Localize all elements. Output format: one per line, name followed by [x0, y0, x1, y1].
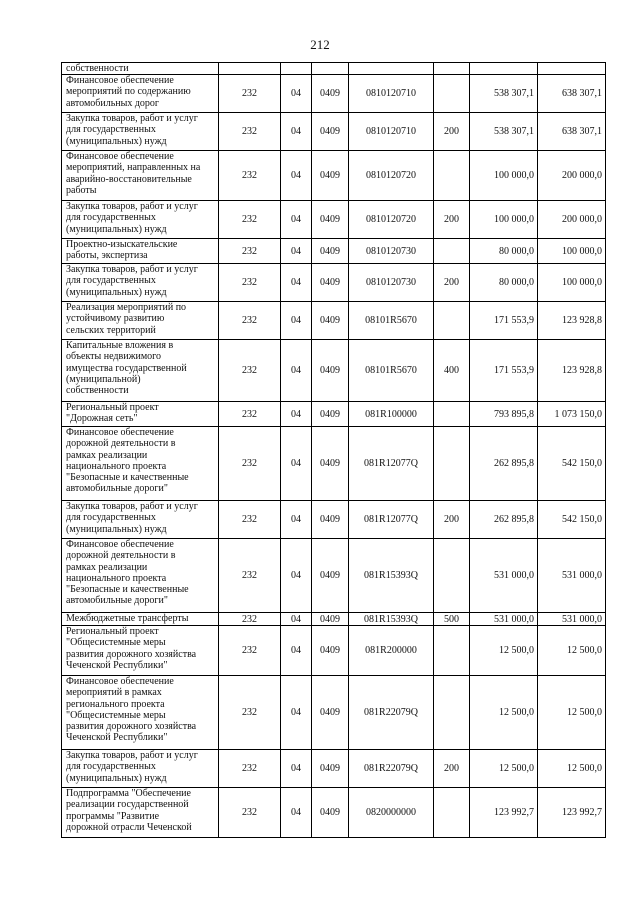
- row-name: Закупка товаров, работ и услуг для государственных (муниципальных) нужд: [62, 750, 219, 788]
- cell-sum-year-2: 531 000,0: [538, 539, 606, 613]
- cell-target-article: 08101R5670: [349, 302, 434, 340]
- cell-expense-type: 200: [434, 264, 470, 302]
- cell-section: 04: [281, 264, 312, 302]
- cell-grbs: 232: [219, 501, 281, 539]
- table-row: [62, 75, 606, 113]
- cell-subsection: 0409: [312, 788, 349, 838]
- row-name: Региональный проект "Дорожная сеть": [62, 402, 219, 427]
- cell-grbs: 232: [219, 539, 281, 613]
- cell-grbs: 232: [219, 613, 281, 626]
- cell-expense-type: [434, 427, 470, 501]
- cell-subsection: 0409: [312, 302, 349, 340]
- row-name: Финансовое обеспечение мероприятий по содержанию автомобильных дорог: [62, 75, 219, 113]
- table-row: [62, 501, 606, 539]
- cell-expense-type: [434, 63, 470, 75]
- cell-expense-type: 500: [434, 613, 470, 626]
- cell-subsection: 0409: [312, 340, 349, 402]
- cell-target-article: 081R200000: [349, 626, 434, 676]
- cell-expense-type: [434, 539, 470, 613]
- cell-section: 04: [281, 151, 312, 201]
- cell-subsection: 0409: [312, 626, 349, 676]
- cell-sum-year-1: 793 895,8: [470, 402, 538, 427]
- cell-target-article: 081R15393Q: [349, 539, 434, 613]
- table-row: [62, 340, 606, 402]
- cell-section: 04: [281, 402, 312, 427]
- table-row: [62, 539, 606, 613]
- cell-subsection: 0409: [312, 402, 349, 427]
- cell-sum-year-1: 12 500,0: [470, 626, 538, 676]
- cell-sum-year-1: 80 000,0: [470, 239, 538, 264]
- table-row: [62, 302, 606, 340]
- cell-sum-year-2: [538, 63, 606, 75]
- cell-sum-year-1: 100 000,0: [470, 151, 538, 201]
- cell-subsection: 0409: [312, 201, 349, 239]
- cell-sum-year-2: 542 150,0: [538, 501, 606, 539]
- cell-section: 04: [281, 626, 312, 676]
- row-name: Закупка товаров, работ и услуг для государственных (муниципальных) нужд: [62, 201, 219, 239]
- cell-sum-year-1: 12 500,0: [470, 676, 538, 750]
- cell-expense-type: [434, 402, 470, 427]
- cell-sum-year-2: 100 000,0: [538, 264, 606, 302]
- cell-section: 04: [281, 427, 312, 501]
- cell-section: 04: [281, 75, 312, 113]
- cell-sum-year-1: 100 000,0: [470, 201, 538, 239]
- cell-subsection: 0409: [312, 676, 349, 750]
- cell-target-article: [349, 63, 434, 75]
- table-row: [62, 427, 606, 501]
- row-name: Финансовое обеспечение мероприятий в рамках регионального проекта "Общесистемные меры развития дорожного хозяйства Чеченской Республики": [62, 676, 219, 750]
- cell-subsection: 0409: [312, 750, 349, 788]
- cell-sum-year-1: 538 307,1: [470, 113, 538, 151]
- row-name: Проектно-изыскательские работы, экспертиза: [62, 239, 219, 264]
- table-row: [62, 201, 606, 239]
- cell-expense-type: [434, 239, 470, 264]
- cell-subsection: [312, 63, 349, 75]
- cell-expense-type: 400: [434, 340, 470, 402]
- cell-target-article: 081R15393Q: [349, 613, 434, 626]
- cell-target-article: 0810120710: [349, 113, 434, 151]
- row-name: Подпрограмма "Обеспечение реализации государственной программы "Развитие дорожной отрасли Чеченской: [62, 788, 219, 838]
- cell-target-article: 0810120710: [349, 75, 434, 113]
- cell-subsection: 0409: [312, 501, 349, 539]
- table-row: [62, 613, 606, 626]
- cell-sum-year-1: 538 307,1: [470, 75, 538, 113]
- cell-target-article: 0810120720: [349, 151, 434, 201]
- page-number: 212: [310, 37, 330, 52]
- cell-subsection: 0409: [312, 151, 349, 201]
- row-name: Закупка товаров, работ и услуг для государственных (муниципальных) нужд: [62, 264, 219, 302]
- cell-target-article: 0810120720: [349, 201, 434, 239]
- row-name: собственности: [62, 63, 219, 75]
- cell-sum-year-1: 123 992,7: [470, 788, 538, 838]
- cell-sum-year-2: 200 000,0: [538, 151, 606, 201]
- cell-section: 04: [281, 613, 312, 626]
- cell-grbs: 232: [219, 239, 281, 264]
- cell-sum-year-1: 12 500,0: [470, 750, 538, 788]
- cell-sum-year-1: 171 553,9: [470, 302, 538, 340]
- cell-section: 04: [281, 239, 312, 264]
- cell-target-article: 081R12077Q: [349, 501, 434, 539]
- cell-section: 04: [281, 750, 312, 788]
- cell-sum-year-2: 638 307,1: [538, 75, 606, 113]
- cell-sum-year-1: 531 000,0: [470, 613, 538, 626]
- cell-sum-year-2: 12 500,0: [538, 750, 606, 788]
- cell-grbs: 232: [219, 340, 281, 402]
- cell-target-article: 081R12077Q: [349, 427, 434, 501]
- cell-sum-year-2: 123 992,7: [538, 788, 606, 838]
- row-name: Капитальные вложения в объекты недвижимого имущества государственной (муниципальной) собственности: [62, 340, 219, 402]
- cell-subsection: 0409: [312, 613, 349, 626]
- cell-target-article: 081R100000: [349, 402, 434, 427]
- table-row: [62, 626, 606, 676]
- row-name: Закупка товаров, работ и услуг для государственных (муниципальных) нужд: [62, 113, 219, 151]
- cell-section: 04: [281, 539, 312, 613]
- cell-expense-type: 200: [434, 113, 470, 151]
- table-row: [62, 402, 606, 427]
- cell-grbs: 232: [219, 75, 281, 113]
- cell-expense-type: [434, 626, 470, 676]
- cell-target-article: 0810120730: [349, 264, 434, 302]
- table-row: [62, 750, 606, 788]
- table-row: [62, 63, 606, 75]
- cell-expense-type: 200: [434, 201, 470, 239]
- cell-grbs: 232: [219, 788, 281, 838]
- cell-target-article: 08101R5670: [349, 340, 434, 402]
- table-row: [62, 239, 606, 264]
- row-name: Региональный проект "Общесистемные меры развития дорожного хозяйства Чеченской Республики": [62, 626, 219, 676]
- table-row: [62, 676, 606, 750]
- cell-sum-year-1: 171 553,9: [470, 340, 538, 402]
- cell-section: 04: [281, 113, 312, 151]
- cell-subsection: 0409: [312, 427, 349, 501]
- cell-expense-type: [434, 151, 470, 201]
- cell-grbs: 232: [219, 113, 281, 151]
- cell-sum-year-2: 542 150,0: [538, 427, 606, 501]
- table-row: [62, 264, 606, 302]
- cell-grbs: 232: [219, 626, 281, 676]
- row-name: Финансовое обеспечение дорожной деятельности в рамках реализации национального проекта "Безопасные и качественные автомобильные дороги": [62, 539, 219, 613]
- cell-section: 04: [281, 676, 312, 750]
- cell-sum-year-2: 638 307,1: [538, 113, 606, 151]
- cell-grbs: 232: [219, 402, 281, 427]
- cell-sum-year-2: 12 500,0: [538, 676, 606, 750]
- cell-subsection: 0409: [312, 75, 349, 113]
- cell-sum-year-2: 1 073 150,0: [538, 402, 606, 427]
- cell-target-article: 0810120730: [349, 239, 434, 264]
- row-name: Финансовое обеспечение мероприятий, направленных на аварийно-восстановительные работы: [62, 151, 219, 201]
- cell-section: [281, 63, 312, 75]
- cell-section: 04: [281, 788, 312, 838]
- cell-section: 04: [281, 302, 312, 340]
- table-row: [62, 151, 606, 201]
- cell-sum-year-2: 531 000,0: [538, 613, 606, 626]
- cell-grbs: 232: [219, 264, 281, 302]
- cell-sum-year-1: [470, 63, 538, 75]
- cell-sum-year-1: 262 895,8: [470, 427, 538, 501]
- cell-subsection: 0409: [312, 239, 349, 264]
- cell-expense-type: [434, 676, 470, 750]
- cell-sum-year-1: 262 895,8: [470, 501, 538, 539]
- cell-grbs: 232: [219, 427, 281, 501]
- cell-section: 04: [281, 501, 312, 539]
- cell-sum-year-2: 100 000,0: [538, 239, 606, 264]
- cell-sum-year-2: 123 928,8: [538, 302, 606, 340]
- cell-target-article: 081R22079Q: [349, 750, 434, 788]
- cell-subsection: 0409: [312, 539, 349, 613]
- cell-expense-type: 200: [434, 501, 470, 539]
- row-name: Реализация мероприятий по устойчивому развитию сельских территорий: [62, 302, 219, 340]
- cell-sum-year-1: 80 000,0: [470, 264, 538, 302]
- cell-grbs: 232: [219, 201, 281, 239]
- row-name: Закупка товаров, работ и услуг для государственных (муниципальных) нужд: [62, 501, 219, 539]
- cell-grbs: 232: [219, 750, 281, 788]
- table-row: [62, 113, 606, 151]
- cell-sum-year-2: 200 000,0: [538, 201, 606, 239]
- row-name: Финансовое обеспечение дорожной деятельности в рамках реализации национального проекта "Безопасные и качественные автомобильные дороги": [62, 427, 219, 501]
- cell-grbs: 232: [219, 676, 281, 750]
- cell-grbs: 232: [219, 151, 281, 201]
- budget-table: [61, 62, 606, 838]
- table-body: [62, 63, 606, 838]
- cell-expense-type: [434, 788, 470, 838]
- cell-subsection: 0409: [312, 264, 349, 302]
- cell-target-article: 081R22079Q: [349, 676, 434, 750]
- cell-sum-year-2: 123 928,8: [538, 340, 606, 402]
- cell-target-article: 0820000000: [349, 788, 434, 838]
- row-name: Межбюджетные трансферты: [62, 613, 219, 626]
- cell-section: 04: [281, 201, 312, 239]
- table-row: [62, 788, 606, 838]
- cell-sum-year-2: 12 500,0: [538, 626, 606, 676]
- cell-section: 04: [281, 340, 312, 402]
- cell-expense-type: 200: [434, 750, 470, 788]
- cell-sum-year-1: 531 000,0: [470, 539, 538, 613]
- cell-subsection: 0409: [312, 113, 349, 151]
- cell-expense-type: [434, 302, 470, 340]
- cell-expense-type: [434, 75, 470, 113]
- cell-grbs: 232: [219, 302, 281, 340]
- cell-grbs: [219, 63, 281, 75]
